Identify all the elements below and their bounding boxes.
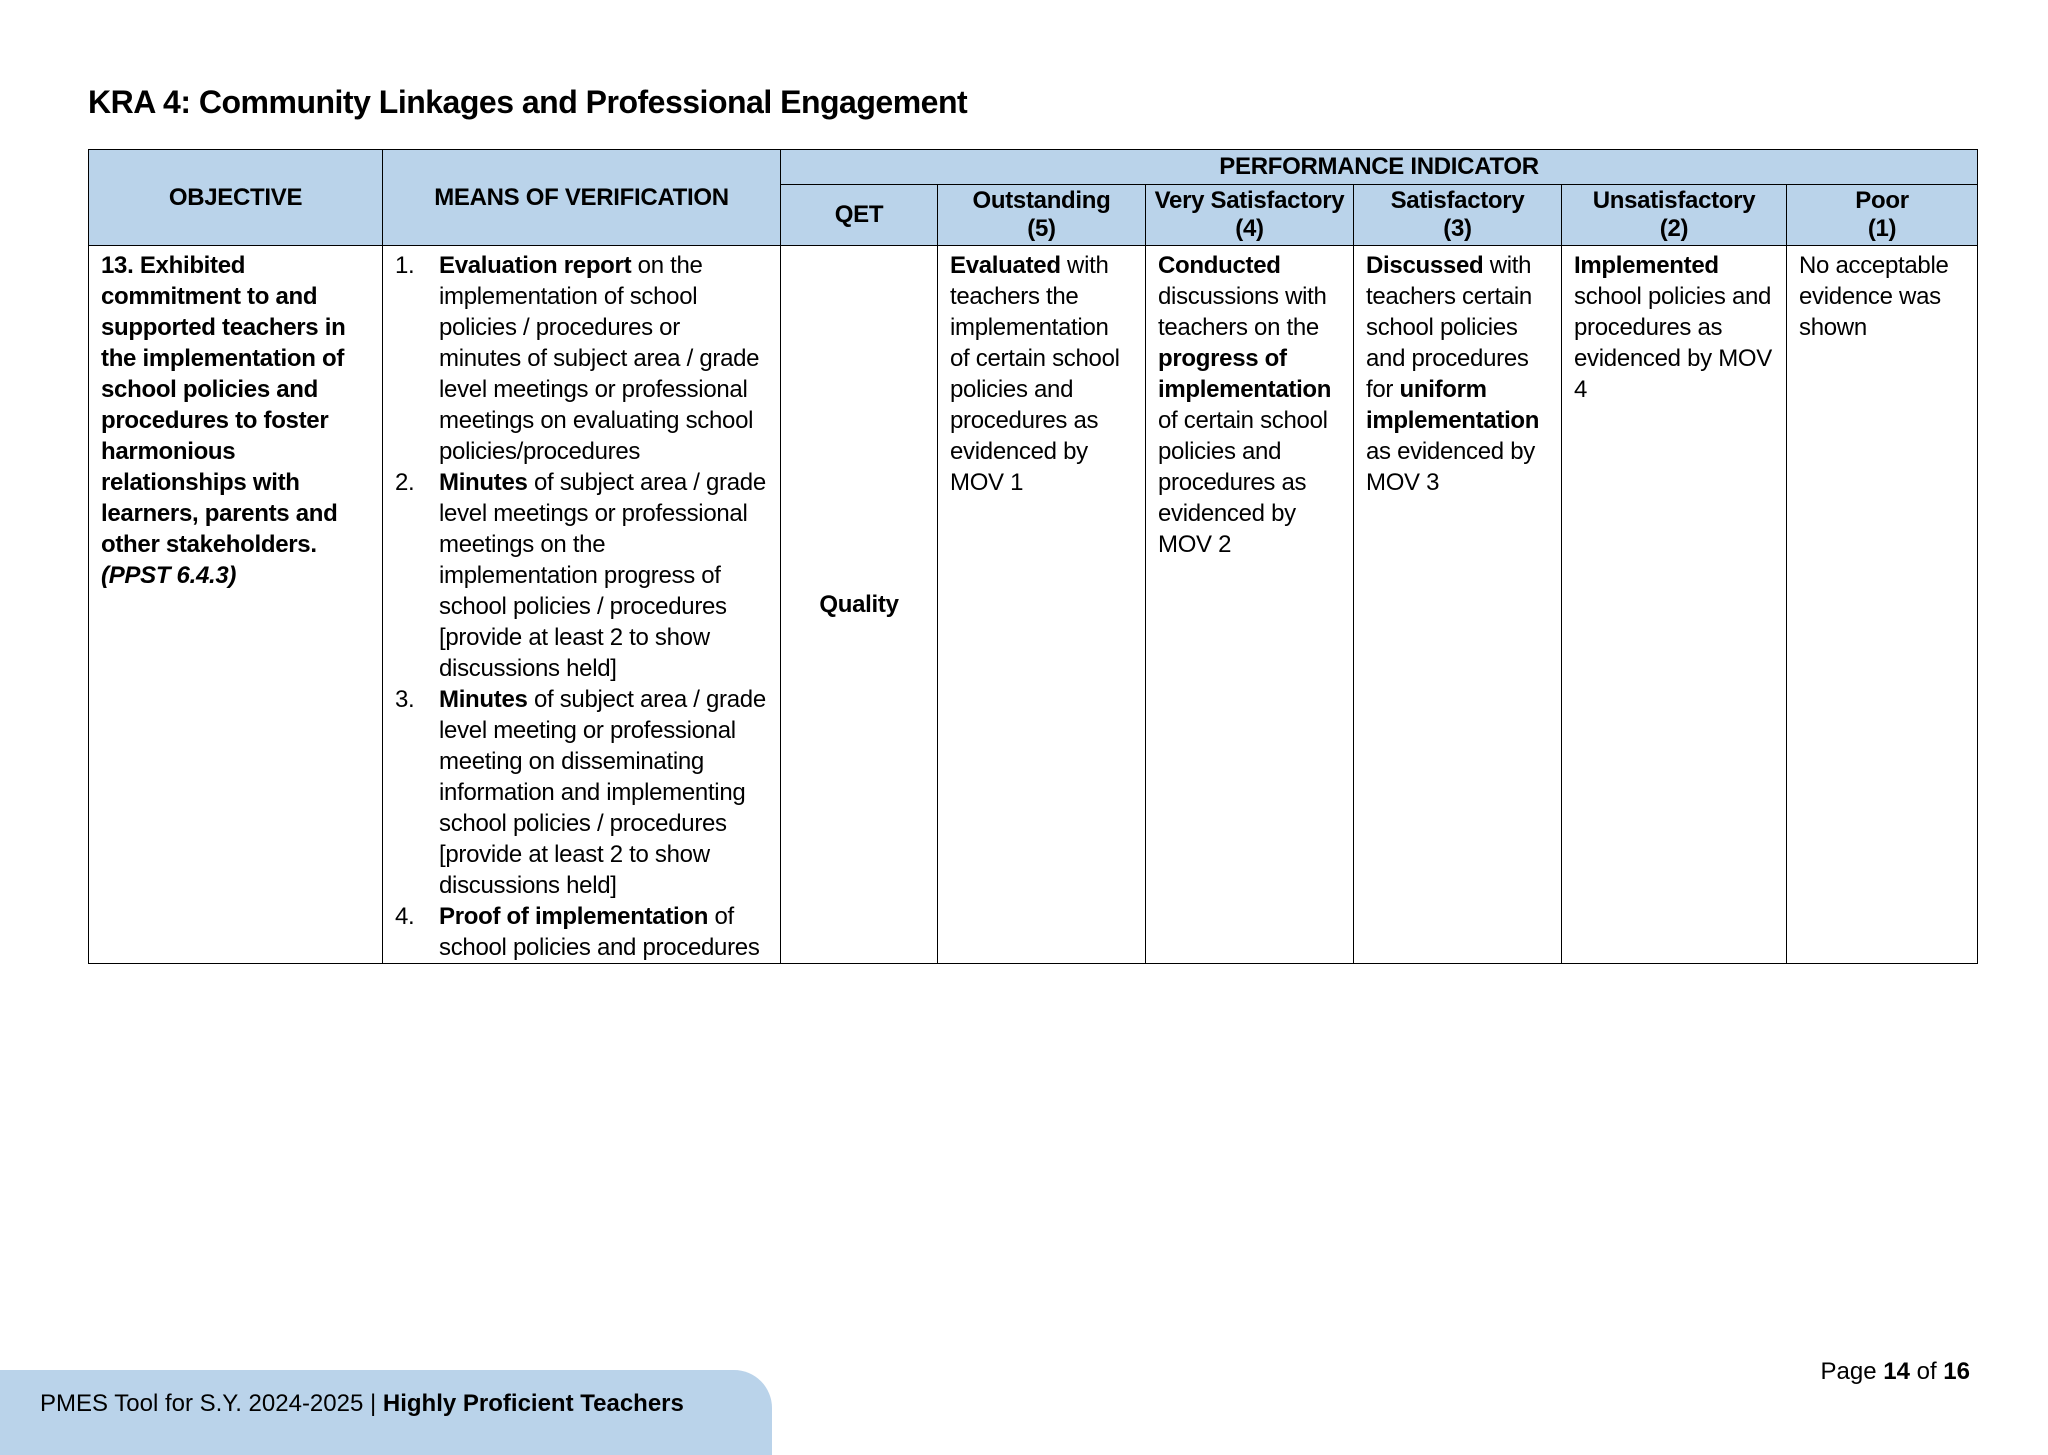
satisfactory-cell: Discussed with teachers certain school policies and procedures for uniform implementation as evidenced by MOV 3 (1354, 246, 1562, 964)
header-poor: Poor (1) (1787, 185, 1978, 246)
very-satisfactory-cell: Conducted discussions with teachers on the progress of implementation of certain school policies and procedures as evidenced by MOV 2 (1146, 246, 1354, 964)
kra-table (88, 149, 1978, 964)
list-item: 4. Proof of implementation of school policies and procedures (395, 903, 760, 961)
footer-label: PMES Tool for S.Y. 2024-2025 | Highly Proficient Teachers (40, 1390, 684, 1417)
header-performance-indicator: PERFORMANCE INDICATOR (781, 150, 1978, 185)
objective-cell: 13. Exhibited commitment to and supported teachers in the implementation of school policies and procedures to foster harmonious relationships with learners, parents and other stakeholders. (PPST 6.4.3) (89, 246, 383, 964)
outstanding-cell: Evaluated with teachers the implementation of certain school policies and procedures as evidenced by MOV 1 (938, 246, 1146, 964)
header-unsatisfactory: Unsatisfactory (2) (1562, 185, 1787, 246)
list-item: 3. Minutes of subject area / grade level meeting or professional meeting on disseminating information and implementing school policies / procedures [provide at least 2 to show discussions held] (395, 686, 766, 899)
table-row (89, 246, 1978, 964)
means-of-verification-cell (383, 246, 781, 964)
page-title: KRA 4: Community Linkages and Professional Engagement (88, 84, 968, 120)
poor-cell: No acceptable evidence was shown (1787, 246, 1978, 964)
header-outstanding: Outstanding (5) (938, 185, 1146, 246)
header-means-of-verification: MEANS OF VERIFICATION (383, 150, 781, 246)
header-satisfactory: Satisfactory (3) (1354, 185, 1562, 246)
list-item: 2. Minutes of subject area / grade level meetings or professional meetings on the implementation progress of school policies / procedures [provide at least 2 to show discussions held] (395, 469, 766, 682)
qet-cell: Quality (781, 246, 938, 964)
page-number: Page 14 of 16 (1820, 1358, 1970, 1385)
list-item: 1. Evaluation report on the implementation of school policies / procedures or minutes of subject area / grade level meetings or professional meetings on evaluating school policies/procedures (395, 252, 760, 465)
ppst-reference: (PPST 6.4.3) (101, 562, 237, 589)
header-qet: QET (781, 185, 938, 246)
unsatisfactory-cell: Implemented school policies and procedures as evidenced by MOV 4 (1562, 246, 1787, 964)
header-very-satisfactory: Very Satisfactory (4) (1146, 185, 1354, 246)
header-objective: OBJECTIVE (89, 150, 383, 246)
